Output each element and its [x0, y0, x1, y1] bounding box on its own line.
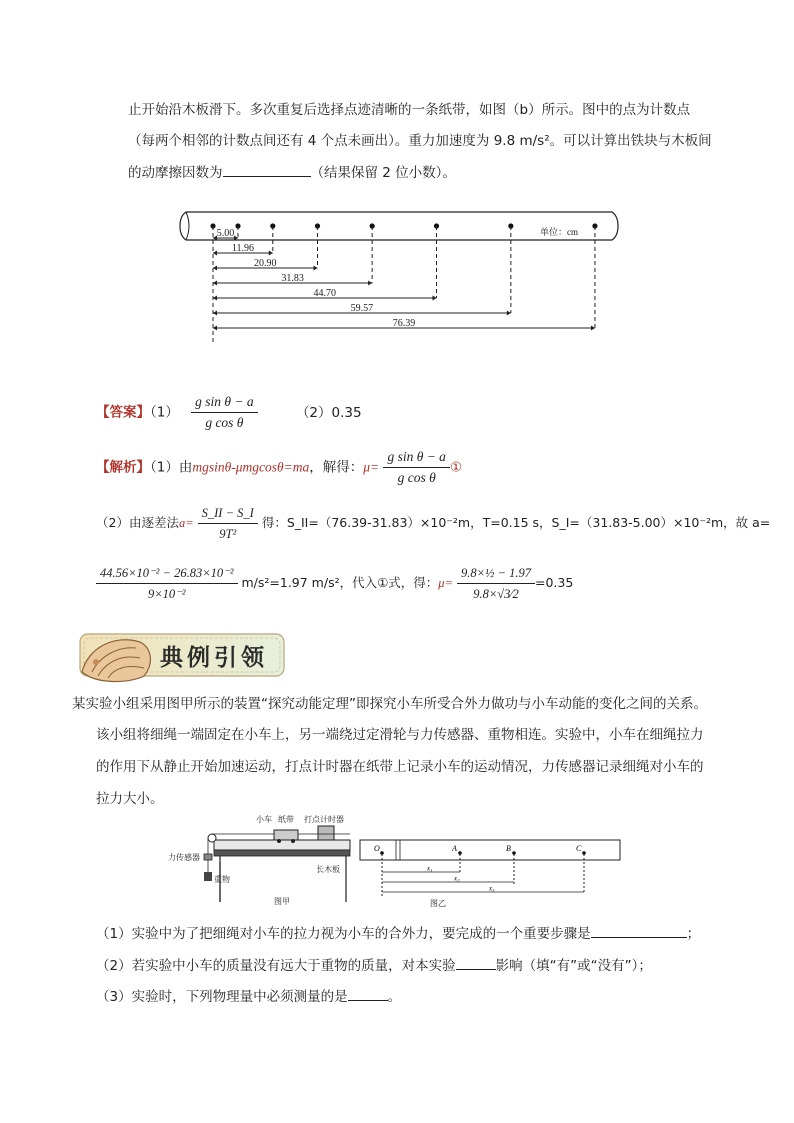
- answer-part2: （2）0.35: [295, 404, 362, 421]
- analysis-p1-prefix: （1）由: [150, 459, 193, 476]
- tape-arrowhead: [213, 281, 217, 286]
- label-sensor: 力传感器: [168, 853, 200, 862]
- analysis-p2-num: S_II − S_I: [198, 503, 258, 524]
- analysis-row-3: [96, 554, 573, 612]
- answer-fraction: [191, 392, 258, 433]
- analysis-p1-num: g sin θ − a: [383, 447, 450, 468]
- intro-line-3-before: 的动摩擦因数为: [128, 165, 223, 181]
- question-3: [96, 986, 401, 1007]
- cart: [274, 830, 298, 840]
- tape-arrowhead: [213, 296, 217, 301]
- timer: [318, 826, 334, 840]
- tape-arrowhead: [314, 266, 318, 271]
- yi-point-label: B: [506, 844, 511, 853]
- analysis-p1-mu: μ=: [363, 459, 380, 475]
- analysis-p3-den: 9×10⁻²: [147, 587, 186, 601]
- caption-yi: 图乙: [430, 899, 446, 908]
- tape-measurement-label: 31.83: [281, 273, 304, 284]
- question-1-text: （1）实验中为了把细绳对小车的拉力视为小车的合外力，要完成的一个重要步骤是: [96, 926, 591, 942]
- answer-label: 【答案】: [96, 404, 150, 421]
- caption-jia: 图甲: [274, 897, 290, 906]
- analysis-label: 【解析】: [96, 459, 150, 476]
- force-sensor: [204, 854, 212, 860]
- answer-fraction-num: g sin θ − a: [191, 392, 258, 413]
- yi-distance-label: x₂: [454, 874, 460, 883]
- analysis-p2-prefix: （2）由逐差法: [96, 515, 179, 530]
- problem-line-4: 拉力大小。: [96, 791, 164, 807]
- analysis-p3-result: =0.35: [535, 575, 574, 590]
- question-1-end: ；: [686, 926, 701, 942]
- analysis-p1-equation: mgsinθ-μmgcosθ=ma: [192, 459, 310, 475]
- pulley: [208, 834, 216, 842]
- yi-point-label: A: [452, 844, 457, 853]
- tape-measurement-label: 20.90: [254, 258, 277, 269]
- answer-blank-mu[interactable]: [223, 162, 311, 177]
- answer-part1: （1）: [150, 404, 179, 421]
- question-2-end: 影响（填“有”或“没有”）；: [495, 958, 652, 974]
- tape-arrowhead: [213, 266, 217, 271]
- analysis-p3-mid: m/s²=1.97 m/s²，代入①式，得：: [241, 575, 439, 590]
- problem-line-1: 某实验小组采用图甲所示的装置“探究动能定理”即探究小车所受合外力做功与小车动能的变化之间的关系。: [72, 696, 707, 712]
- tape-arrowhead: [507, 311, 511, 316]
- analysis-row-1: [96, 447, 462, 488]
- figure-yi-tape: [358, 834, 624, 908]
- label-car: 小车: [256, 815, 272, 824]
- analysis-row-2: [96, 503, 770, 544]
- question-3-blank[interactable]: [348, 986, 388, 1001]
- analysis-p1-mid: ，解得：: [309, 459, 364, 476]
- problem-line-3: 的作用下从静止开始加速运动，打点计时器在纸带上记录小车的运动情况，力传感器记录细绳对小车的: [96, 759, 704, 775]
- tape-arrowhead: [591, 326, 595, 331]
- tape-arrowhead: [368, 281, 372, 286]
- label-board: 长木板: [316, 865, 340, 874]
- question-3-text: （3）实验时，下列物理量中必须测量的是: [96, 989, 348, 1005]
- paper-tape-figure: [172, 206, 622, 348]
- tape-unit-label: 单位：cm: [540, 227, 578, 237]
- tape-arrowhead: [213, 251, 217, 256]
- tape-measurement-label: 76.39: [392, 318, 416, 329]
- analysis-p1-circle: ①: [449, 459, 463, 476]
- label-tape: 纸带: [278, 815, 294, 824]
- problem-line-2: 该小组将细绳一端固定在小车上，另一端绕过定滑轮与力传感器、重物相连。实验中，小车在细绳拉力: [96, 727, 704, 743]
- answer-fraction-den: g cos θ: [205, 415, 244, 430]
- analysis-p2-den: 9T²: [219, 527, 237, 541]
- intro-line-2: （每两个相邻的计数点间还有 4 个点未画出）。重力加速度为 9.8 m/s²。可以计算出铁块与木板间: [128, 133, 712, 149]
- analysis-p1-fraction: [383, 447, 450, 488]
- question-1: [96, 923, 700, 944]
- question-2-text: （2）若实验中小车的质量没有远大于重物的质量，对本实验: [96, 958, 456, 974]
- tape-measurement-label: 5.00: [216, 228, 235, 239]
- tape-measurement-label: 11.96: [231, 243, 254, 254]
- yi-point-label: C: [576, 844, 582, 853]
- analysis-p2-fraction: [198, 503, 258, 544]
- section-title: 典例引领: [160, 644, 268, 671]
- label-weight: 重物: [214, 875, 230, 884]
- question-3-end: 。: [387, 989, 402, 1005]
- yi-distance-label: x₁: [427, 864, 433, 873]
- long-board: [214, 840, 350, 850]
- question-2: [96, 955, 652, 976]
- figure-jia-apparatus: [166, 812, 356, 908]
- tape-measurement-label: 44.70: [313, 288, 336, 299]
- analysis-p3-num2: 9.8×½ − 1.97: [457, 563, 535, 584]
- intro-line-1: 止开始沿木板滑下。多次重复后选择点迹清晰的一条纸带，如图（b）所示。图中的点为计数点: [128, 102, 691, 118]
- question-1-blank[interactable]: [591, 923, 687, 938]
- analysis-p3-mu: μ=: [438, 576, 454, 590]
- section-banner: [74, 626, 288, 684]
- label-timer: 打点计时器: [304, 815, 344, 824]
- question-2-blank[interactable]: [456, 955, 496, 970]
- tape-arrowhead: [213, 326, 217, 331]
- yi-distance-label: x₃: [489, 884, 495, 893]
- yi-point-label: O: [374, 844, 380, 853]
- intro-line-3-after: （结果保留 2 位小数）。: [310, 165, 456, 181]
- tape-arrowhead: [213, 311, 217, 316]
- analysis-p3-fraction-2: [457, 563, 535, 604]
- answer-row: [96, 392, 362, 433]
- analysis-p1-den: g cos θ: [397, 470, 436, 485]
- tape-arrowhead: [433, 296, 437, 301]
- analysis-p2-rest: 得：S_II=（76.39-31.83）×10⁻²m，T=0.15 s，S_I=（31.83-5.00）×10⁻²m，故 a=: [261, 515, 771, 530]
- analysis-p2-a: a=: [178, 516, 194, 530]
- analysis-p3-den2: 9.8×√3⁄2: [473, 587, 519, 601]
- intro-line-3: [128, 162, 456, 183]
- weight: [204, 872, 212, 881]
- analysis-p3-fraction: [96, 563, 238, 604]
- tape-arrowhead: [269, 251, 273, 256]
- analysis-p3-num: 44.56×10⁻² − 26.83×10⁻²: [96, 563, 238, 584]
- tape-measurement-label: 59.57: [350, 303, 374, 314]
